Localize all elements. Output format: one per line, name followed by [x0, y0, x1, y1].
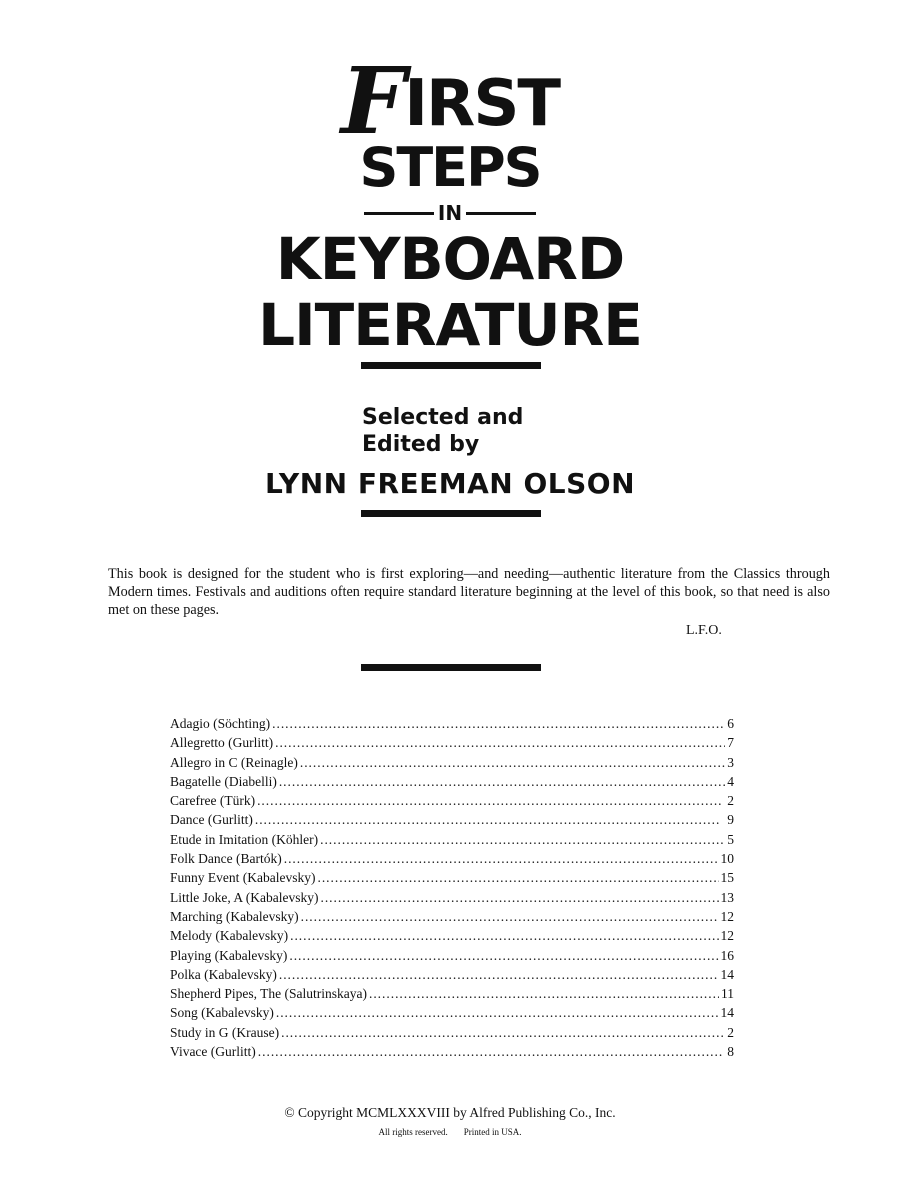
intro-signature: L.F.O. — [686, 623, 722, 638]
toc-leader-dots — [255, 812, 725, 828]
editor-divider-rule — [361, 510, 541, 517]
toc-title: Etude in Imitation (Köhler) — [170, 831, 319, 847]
toc-title: Bagatelle (Diabelli) — [170, 773, 277, 789]
title-first-initial: F — [340, 47, 405, 155]
credits-line-1: Selected and — [362, 405, 524, 430]
toc-title: Carefree (Türk) — [170, 793, 256, 809]
title-steps: STEPS — [359, 136, 541, 199]
toc-title: Little Joke, A (Kabalevsky) — [170, 889, 319, 905]
toc-leader-dots — [284, 851, 719, 867]
intro-paragraph: This book is designed for the student who is first exploring—and needing—authentic literature from the Classics through Modern times. Festivals and auditions often require standard literature beginning at the level of this book, so that need is also met on these pages. — [108, 566, 830, 618]
toc-row — [170, 774, 734, 793]
toc-row — [170, 793, 734, 812]
toc-page-number: 2 — [727, 793, 734, 809]
toc-row — [170, 909, 734, 928]
toc-leader-dots — [272, 716, 725, 732]
toc-row — [170, 986, 734, 1005]
toc-page-number: 2 — [727, 1024, 734, 1040]
toc-title: Playing (Kabalevsky) — [170, 947, 288, 963]
toc-row — [170, 851, 734, 870]
title-in-right-rule — [466, 212, 536, 215]
toc-page-number: 12 — [720, 908, 734, 924]
toc-page-number: 5 — [727, 831, 734, 847]
toc-leader-dots — [369, 986, 719, 1002]
toc-row — [170, 832, 734, 851]
toc-leader-dots — [301, 909, 719, 925]
toc-leader-dots — [275, 735, 725, 751]
toc-leader-dots — [258, 1044, 725, 1060]
title-in: IN — [437, 201, 463, 225]
toc-page-number: 15 — [720, 870, 734, 886]
toc-title: Funny Event (Kabalevsky) — [170, 870, 316, 886]
toc-leader-dots — [279, 967, 719, 983]
toc-row — [170, 812, 734, 831]
toc-leader-dots — [289, 948, 718, 964]
toc-leader-dots — [290, 928, 718, 944]
toc-page-number: 8 — [727, 1044, 734, 1060]
table-of-contents — [170, 716, 734, 1063]
toc-leader-dots — [279, 774, 725, 790]
toc-row — [170, 755, 734, 774]
title-first-rest: IRST — [404, 67, 560, 141]
toc-page-number: 10 — [720, 851, 734, 867]
toc-page-number: 14 — [720, 1005, 734, 1021]
toc-leader-dots — [320, 832, 725, 848]
toc-title: Polka (Kabalevsky) — [170, 966, 277, 982]
toc-title: Shepherd Pipes, The (Salutrinskaya) — [170, 986, 367, 1002]
toc-title: Allegretto (Gurlitt) — [170, 735, 274, 751]
title-first — [0, 47, 900, 155]
toc-title: Vivace (Gurlitt) — [170, 1044, 256, 1060]
toc-page-number: 11 — [721, 986, 734, 1002]
contents-divider-rule — [361, 664, 541, 671]
toc-leader-dots — [320, 890, 718, 906]
toc-title: Study in G (Krause) — [170, 1024, 280, 1040]
title-keyboard: KEYBOARD — [275, 225, 625, 293]
toc-title: Allegro in C (Reinagle) — [170, 754, 298, 770]
printed-in: Printed in USA. — [463, 1127, 522, 1137]
toc-row — [170, 1025, 734, 1044]
toc-leader-dots — [257, 793, 725, 809]
toc-title: Folk Dance (Bartók) — [170, 851, 282, 867]
toc-page-number: 3 — [727, 754, 734, 770]
toc-title: Marching (Kabalevsky) — [170, 908, 299, 924]
toc-leader-dots — [317, 870, 718, 886]
title-in-row — [0, 199, 900, 227]
toc-row — [170, 928, 734, 947]
toc-row — [170, 948, 734, 967]
toc-page-number: 13 — [720, 889, 734, 905]
rights-line — [0, 1127, 900, 1137]
toc-leader-dots — [276, 1005, 719, 1021]
toc-page-number: 4 — [727, 773, 734, 789]
toc-page-number: 12 — [720, 928, 734, 944]
toc-row — [170, 890, 734, 909]
credits-line-2: Edited by — [362, 432, 480, 457]
toc-row — [170, 1044, 734, 1063]
toc-row — [170, 716, 734, 735]
toc-title: Melody (Kabalevsky) — [170, 928, 289, 944]
title-in-left-rule — [364, 212, 434, 215]
toc-page-number: 16 — [720, 947, 734, 963]
toc-title: Adagio (Söchting) — [170, 716, 271, 731]
toc-row — [170, 870, 734, 889]
rights-reserved: All rights reserved. — [378, 1127, 448, 1137]
toc-title: Song (Kabalevsky) — [170, 1005, 274, 1021]
toc-page-number: 7 — [727, 735, 734, 751]
toc-page-number: 9 — [727, 812, 734, 828]
copyright-line: © Copyright MCMLXXXVIII by Alfred Publishing Co., Inc. — [284, 1105, 616, 1120]
toc-title: Dance (Gurlitt) — [170, 812, 253, 828]
title-literature: LITERATURE — [258, 291, 642, 359]
editor-name: LYNN FREEMAN OLSON — [264, 467, 636, 500]
toc-leader-dots — [300, 755, 725, 771]
credits-heading — [362, 404, 523, 458]
toc-leader-dots — [281, 1025, 725, 1041]
toc-row — [170, 967, 734, 986]
title-divider-rule — [361, 362, 541, 369]
toc-row — [170, 1005, 734, 1024]
toc-page-number: 6 — [727, 716, 734, 731]
toc-page-number: 14 — [720, 966, 734, 982]
toc-row — [170, 735, 734, 754]
